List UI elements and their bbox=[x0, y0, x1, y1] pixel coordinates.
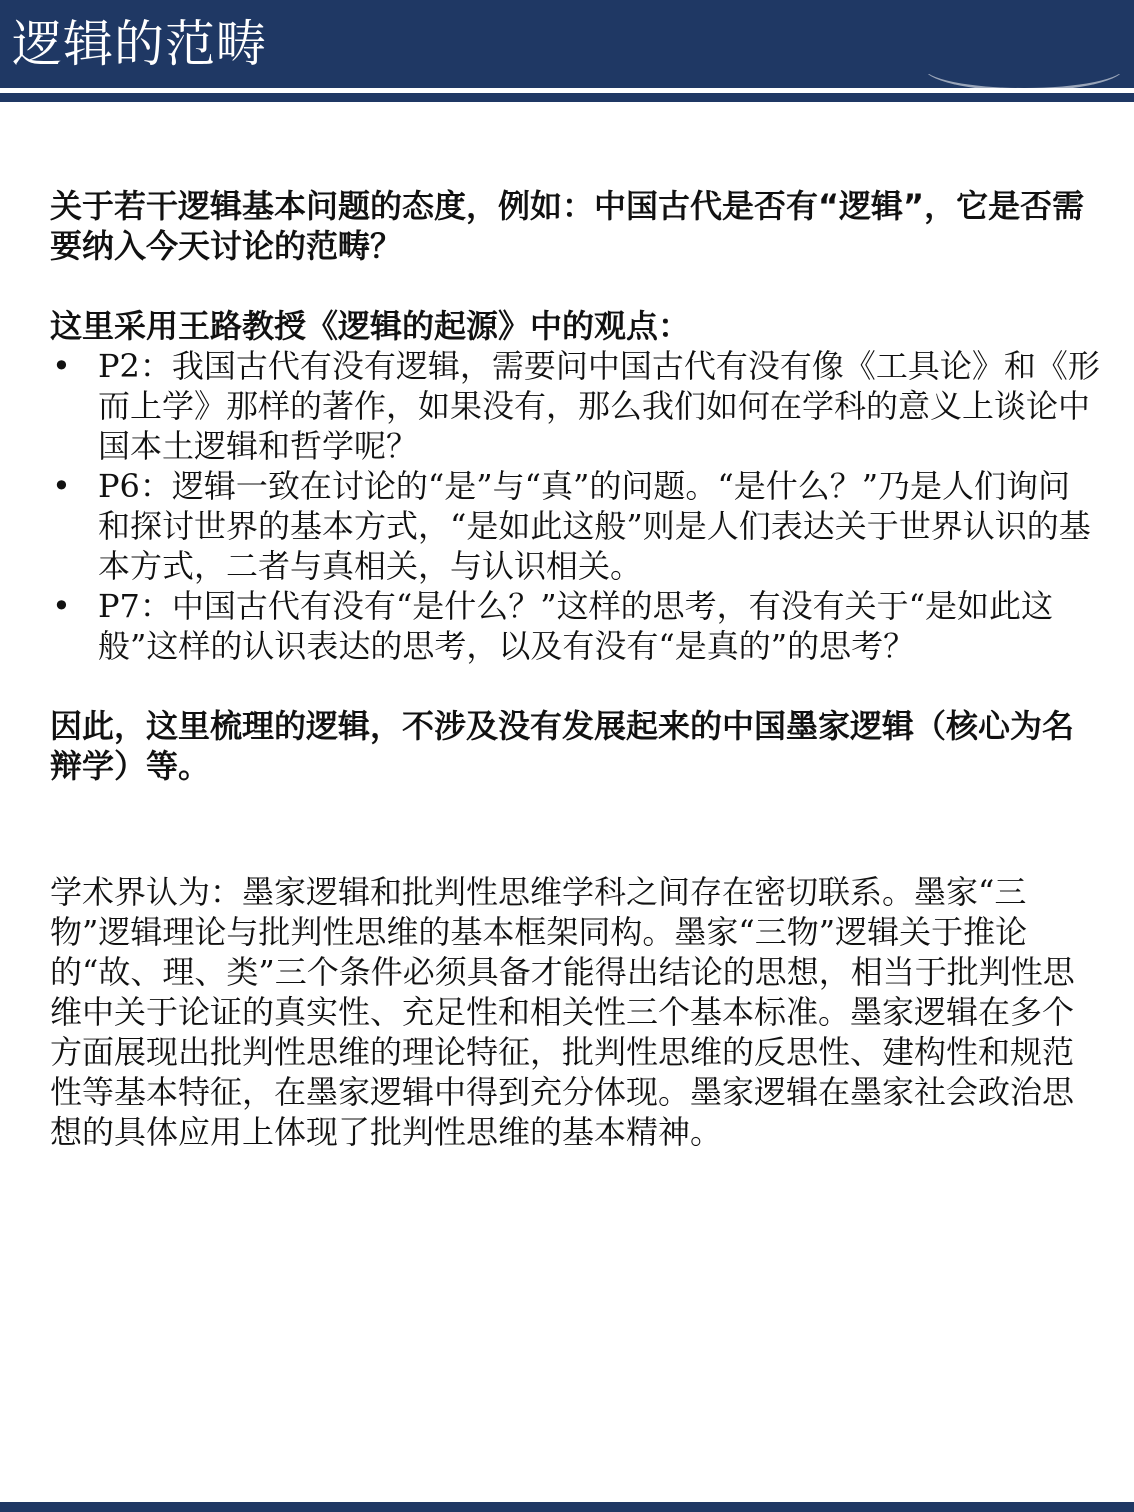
bullet-marker: • bbox=[52, 347, 71, 385]
list-item bbox=[50, 586, 1100, 666]
conclusion-text: 因此，这里梳理的逻辑，不涉及没有发展起来的中国墨家逻辑（核心为名辩学）等。 bbox=[50, 707, 1075, 785]
decorative-arc bbox=[924, 74, 1124, 88]
scholarly-view-paragraph: 学术界认为：墨家逻辑和批判性思维学科之间存在密切联系。墨家“三物”逻辑理论与批判性思维的基本框架同构。墨家“三物”逻辑关于推论的“故、理、类”三个条件必须具备才能得出结论的思想，相当于批判性思维中关于论证的真实性、充足性和相关性三个基本标准。墨家逻辑在多个方面展现出批判性思维的理论特征，批判性思维的反思性、建构性和规范性等基本特征，在墨家逻辑中得到充分体现。墨家逻辑在墨家社会政治思想的具体应用上体现了批判性思维的基本精神。 bbox=[50, 873, 1075, 1151]
bullet-marker: • bbox=[52, 467, 71, 505]
footer-bar bbox=[0, 1502, 1134, 1512]
bullet-text-p7: P7：中国古代有没有“是什么？”这样的思考，有没有关于“是如此这般”这样的认识表达的思考，以及有没有“是真的”的思考？ bbox=[98, 587, 1053, 665]
intro-question: 关于若干逻辑基本问题的态度，例如：中国古代是否有“逻辑”，它是否需要纳入今天讨论的范畴？ bbox=[50, 187, 1085, 265]
list-item bbox=[50, 346, 1100, 466]
bullet-text-p2: P2：我国古代有没有逻辑，需要问中国古代有没有像《工具论》和《形而上学》那样的著作，如果没有，那么我们如何在学科的意义上谈论中国本土逻辑和哲学呢？ bbox=[98, 347, 1100, 465]
viewpoint-list bbox=[50, 346, 1100, 666]
list-item bbox=[50, 466, 1100, 586]
bullet-marker: • bbox=[52, 587, 71, 625]
spacer bbox=[50, 786, 1100, 872]
spacer bbox=[50, 666, 1100, 706]
source-heading: 这里采用王路教授《逻辑的起源》中的观点： bbox=[50, 307, 691, 345]
header-divider-dark bbox=[0, 93, 1134, 102]
slide-body bbox=[50, 186, 1100, 1152]
title-bar bbox=[0, 0, 1134, 88]
bullet-text-p6: P6：逻辑一致在讨论的“是”与“真”的问题。“是什么？”乃是人们询问和探讨世界的基本方式，“是如此这般”则是人们表达关于世界认识的基本方式，二者与真相关，与认识相关。 bbox=[98, 467, 1091, 585]
page-title: 逻辑的范畴 bbox=[12, 15, 267, 73]
spacer bbox=[50, 266, 1100, 306]
